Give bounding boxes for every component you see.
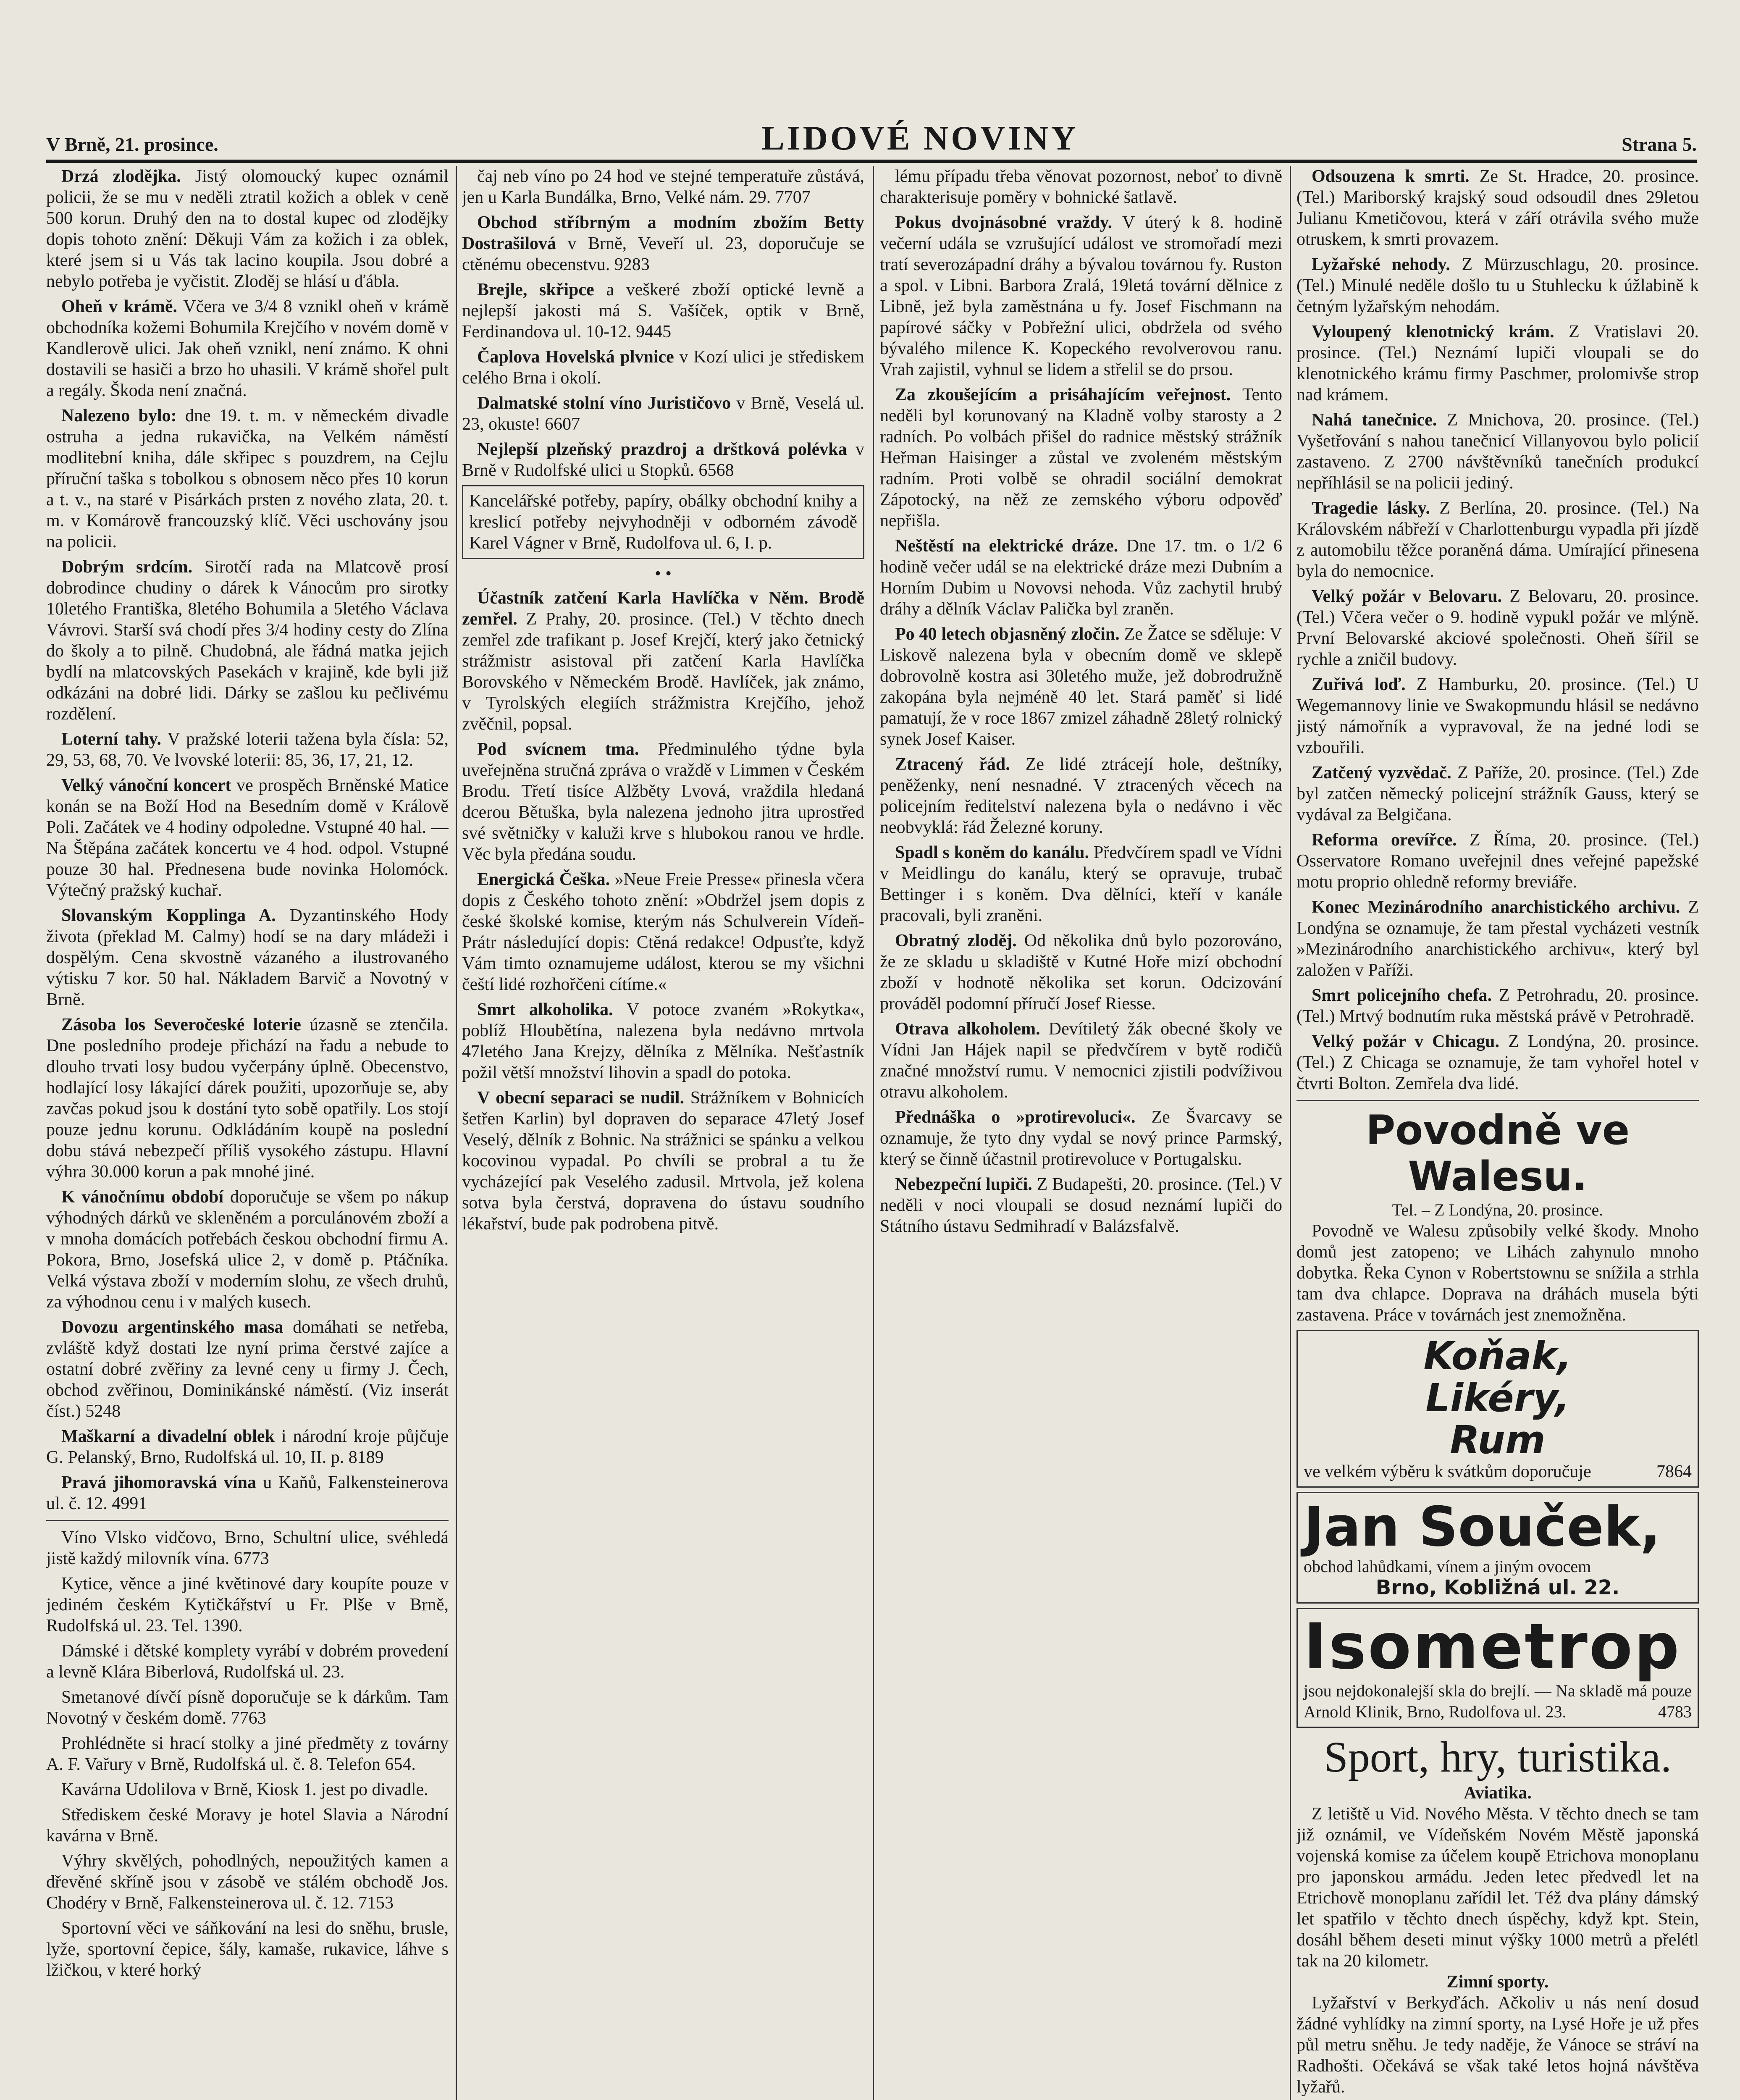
article-text: úzasně se ztenčila. Dne posledního prodeje přichází na řadu a nebude to dlouho trvati losy budou vyčerpány úplně. Obecenstvo, hodlající losy lákající dárek použiti, upozorňuje se, aby zavčas pokud jsou k dostání tyto sobě opatřily. Los stojí pouze jednu korunu. Odkládáním koupě na poslední dobu stává nebezpečí příliš vysokého zástupu. Hlavní výhra 30.000 korun a pak mnohé jiné.: [46, 1015, 449, 1181]
konak-ad-line1: Koňak,: [1423, 1334, 1572, 1378]
article: [46, 1014, 449, 1182]
page-number: Strana 5.: [1622, 134, 1697, 155]
article-text: lému případu třeba věnovat pozornost, neboť to divně charakterisuje poměry v bohnické šatlavě.: [880, 167, 1282, 207]
article-headline: Velký požár v Chicagu.: [1312, 1032, 1500, 1051]
article-headline: K vánočnímu období: [61, 1187, 224, 1207]
article-paragraph: [880, 930, 1282, 1014]
article-text: V úterý k 8. hodině večerní udála se vzrušující událost ve stromořadí mezi tratí severozápadní dráhy a bývalou továrnou fy. Ruston a spol. v Libni. Barbora Zralá, 19letá tovární dělnice z Libně, jež byla zaměstnána u fy. Josef Fischmann na papírové sáčky v Pobřežní ulici, obdržela od svého bývalého milence K. Kopeckého revolverovou ranu. Vrah zajistil, vyhnul se lidem a střelil se do prsou.: [880, 213, 1282, 379]
article-text: Z Hamburku, 20. prosince. (Tel.) U Wegemannovy linie ve Swakopmundu hlásil se nedávno jistý námořník a vypravoval, že na jedné lodi se vzbouřili.: [1296, 675, 1699, 757]
column-rule: [1290, 166, 1291, 2100]
small-ad: [46, 1527, 449, 1569]
article: [462, 1087, 864, 1234]
article-headline: Po 40 letech objasněný zločin.: [895, 625, 1120, 644]
masthead-title: LIDOVÉ NOVINY: [761, 119, 1079, 157]
article-headline: Pravá jihomoravská vína: [61, 1473, 257, 1492]
small-ad: [46, 1851, 449, 1914]
separator: • •: [655, 564, 672, 583]
article-text: Z Petrohradu, 20. prosince. (Tel.) Mrtvý bodnutím ruka městská právě v Petrohradě.: [1296, 986, 1699, 1026]
article-povodne: [1296, 1107, 1699, 1326]
article-text: Devítiletý žák obecné školy ve Vídni Jan Hájek napil se předvčírem v bytě rodičů značné množství rumu. V nemocnici zjistili podvíživou otravu alkoholem.: [880, 1019, 1282, 1102]
article-headline: Energická Češka.: [477, 870, 610, 889]
article: [462, 869, 864, 995]
page-header: [46, 113, 1697, 163]
column-1: [46, 166, 449, 2100]
article-headline: Zásoba los Severočeské loterie: [61, 1015, 301, 1034]
article: [880, 624, 1282, 750]
article: [1296, 674, 1699, 758]
article-paragraph: [462, 588, 864, 735]
soucek-ad-name: Jan Souček,: [1304, 1495, 1661, 1559]
article: [462, 346, 864, 388]
article-paragraph: [46, 556, 449, 724]
article-paragraph: [1296, 166, 1699, 250]
article-headline: Lyžařské nehody.: [1312, 255, 1450, 274]
article-text: Předvčírem spadl ve Vídni v Meidlingu do kanálu, který se opravuje, trubač Bettinger i s koněm. Dva dělníci, kteří v kanále pracovali, byli zraněni.: [880, 843, 1282, 925]
article: [880, 1018, 1282, 1102]
article-text: Ze Švarcavy se oznamuje, že tyto dny vydal se nový prince Parmský, který se činně účastnil protirevoluce v Portugalsku.: [880, 1108, 1282, 1169]
konak-ad-line3: Rum: [1450, 1418, 1546, 1462]
article-text: dne 19. t. m. v německém divadle ostruha a jedna rukavička, na Velkém náměstí modlitební kniha, dále skřipec s pouzdrem, na Cejlu příruční taška s tobolkou s obnosem něco přes 10 korun a t. v., na staré v Pisárkách prsten z nového zlata, 20. t. m. v Komárově francouzský klíč. Věci uschovány jsou na policii.: [46, 406, 449, 551]
article-dateline: Tel. – Z Londýna, 20. prosince.: [1392, 1200, 1604, 1219]
article: [880, 212, 1282, 380]
article-paragraph: [1296, 586, 1699, 670]
article-paragraph: [462, 999, 864, 1083]
article-paragraph: [462, 166, 864, 208]
article: [880, 166, 1282, 208]
article-text: Z Vratislavi 20. prosince. (Tel.) Neznámí lupiči vloupali se do klenotnického krámu firmy Paschmer, prolomivše strop nad krámem.: [1296, 322, 1699, 404]
sport-text-2: Lyžařství v Berkyďách. Ačkoliv u nás není dosud žádné vyhlídky na zimní sporty, na Lysé Hoře je už přes půl metru sněhu. Je tedy naděje, že Vánoce se stráví na Radhošti. Očekává se však také letos hojná návštěva lyžařů.: [1296, 1993, 1699, 2097]
article-headline: Dobrým srdcím.: [61, 557, 193, 577]
article: [1296, 1031, 1699, 1094]
article-paragraph: [1296, 410, 1699, 494]
article-paragraph: [880, 1107, 1282, 1170]
article-text: doporučuje se všem po nákup výhodných dárků ve skleněném a porculánovém zboží a v mnoha domácích potřebách českou obchodní firmu A. Pokora, Brno, Josefská ulice 2, v domě p. Ptáčníka. Velká výstava zboží v moderním slohu, ze všech druhů, za výhodnou cenu i v malých kusech.: [46, 1187, 449, 1312]
article-text: Z Mnichova, 20. prosince. (Tel.) Vyšetřování s nahou tanečnicí Villanyovou bylo policií zastaveno. Z 2700 návštěvníků tanečních produkcí nepříhlásil se na policii jediný.: [1296, 410, 1699, 493]
small-ad: [46, 1573, 449, 1636]
small-ad-text: Smetanové dívčí písně doporučuje se k dárkům. Tam Novotný v českém domě. 7763: [46, 1688, 449, 1728]
article-paragraph: [1296, 1031, 1699, 1094]
article-paragraph: [46, 405, 449, 552]
small-ad: [46, 1918, 449, 1981]
article-paragraph: [46, 166, 449, 292]
article-text: ve prospěch Brněnské Matice konán se na Boží Hod na Besedním domě v Králově Poli. Začátek ve 4 hodiny odpoledne. Vstupné 40 hal. — Na Štěpána začátek koncertu ve 4 hod. odpol. Vstupné pouze 30 hal. Přednesena bude novinka Holomóck. Výtečný pražský kuchař.: [46, 776, 449, 900]
article-text: čaj neb víno po 24 hod ve stejné temperatuře zůstává, jen u Karla Bundálka, Brno, Velké nám. 29. 7707: [462, 167, 864, 207]
article-paragraph: [462, 869, 864, 995]
article: [462, 212, 864, 275]
article-headline: Reforma orevířce.: [1312, 830, 1457, 850]
article-headline: Pokus dvojnásobné vraždy.: [895, 213, 1113, 232]
konak-ad: [1296, 1330, 1699, 1488]
article-text: Z Říma, 20. prosince. (Tel.) Osservatore Romano uveřejnil dnes veřejné papežské motu proprio ohledně reformy breviáře.: [1296, 830, 1699, 892]
divider: [46, 1520, 449, 1521]
article-paragraph: [880, 166, 1282, 208]
article-text: v Brně v Rudolfské ulici u Stopků. 6568: [462, 440, 864, 480]
article-text: v Kozí ulici je střediskem celého Brna i okolí.: [462, 347, 864, 388]
article-text: Z Londýna se oznamuje, že tam přestal vycházeti vestník »Mezinárodního anarchistického archivu«, který byl založen v Paříži.: [1296, 898, 1699, 980]
article-headline: Nebezpeční lupiči.: [895, 1175, 1032, 1194]
article: [1296, 762, 1699, 825]
article-headline: Otrava alkoholem.: [895, 1019, 1040, 1039]
article-headline: Dalmatské stolní víno Jurističovo: [477, 394, 731, 413]
article-text: Povodně ve Walesu způsobily velké škody. Mnoho domů jest zatopeno; ve Lihách zahynulo mnoho dobytka. Řeka Cynon v Robertstownu se snížila a strhla tam dva chlapce. Doprava na dráhách musela býti zastavena. Práce v továrnách jest znemožněna.: [1296, 1221, 1699, 1325]
article-paragraph: [46, 1186, 449, 1312]
article-text: Z Belovaru, 20. prosince. (Tel.) Včera večer o 9. hodině vypukl požár ve mlýně. První Belovarské akciové společnosti. Oheň šířil se rychle a zničil budovy.: [1296, 587, 1699, 669]
article-text: v Brně, Veselá ul. 23, okuste! 6607: [462, 394, 864, 434]
article-paragraph: [462, 1087, 864, 1234]
article-paragraph: [880, 1018, 1282, 1102]
article-headline: Tragedie lásky.: [1312, 499, 1430, 518]
issue-date: V Brně, 21. prosince.: [46, 134, 218, 155]
article-paragraph: [880, 754, 1282, 838]
article: [1296, 166, 1699, 250]
article-paragraph: [880, 1174, 1282, 1237]
article-text: V potoce zvaném »Rokytka«, poblíž Hloubětína, nalezena byla nedávno mrtvola 47letého Jana Krejzy, dělníka z Mělníka. Nešťastník požil větší množství lihovin a spadl do potoka.: [462, 1000, 864, 1082]
article-text: Od několika dnů bylo pozorováno, že ze skladu u skladiště v Kutné Hoře mizí obchodní zboží v hodnotě několika set korun. Odcizování prováděl podomní příručí Josef Riesse.: [880, 931, 1282, 1013]
article-text: Ze St. Hradce, 20. prosince. (Tel.) Mariborský krajský soud odsoudil dnes 29letou Julianu Kmetičovou, která v září otrávila svého muže otruskem, k smrti provazem.: [1296, 167, 1699, 249]
article-headline: Nahá tanečnice.: [1312, 410, 1437, 430]
article-headline: Loterní tahy.: [61, 730, 161, 749]
article-text: Tento neděli byl korunovaný na Kladně volby starosty a 2 radních. Po volbách přišel do radnice městský strážník Heřman Haisinger a zůstal ve zvoleném městským radním. Proti volbě se ohradil sociální demokrat Zápotocký, na něž ze zemského výboru odpověď nepřišla.: [880, 385, 1282, 530]
small-ad-text: Sportovní věci ve sáňkování na lesi do sněhu, brusle, lyže, sportovní čepice, šály, kamaše, rukavice, láhve s lžičkou, v které horký: [46, 1919, 449, 1980]
article: [46, 296, 449, 401]
article: [462, 739, 864, 865]
article-text: v Brně, Veveří ul. 23, doporučuje se ctěnému obecenstvu. 9283: [462, 234, 864, 274]
article-text: domáhati se netřeba, zvláště když dostati lze nyní prima čerstvé zajíce a ostatní dobré zvěřiny za levné ceny u firmy J. Čech, obchod zvěřinou, Dominikánské náměstí. (Viz inserát číst.) 5248: [46, 1318, 449, 1421]
article-headline: V obecní separaci se nudil.: [477, 1088, 685, 1108]
article-headline: Spadl s koněm do kanálu.: [895, 843, 1089, 862]
sport-section-zimni: Zimní sporty.: [1446, 1972, 1549, 1992]
small-ad: [46, 1641, 449, 1683]
isometrop-ad-side-text: jsou nejdokonalejší skla do brejlí. — Na skladě má pouze Arnold Klinik, Brno, Rudolfova ul. 23.: [1304, 1681, 1692, 1721]
article-text: Předminulého týdne byla uveřejněna stručná zpráva o vraždě v Limmen v Českém Brodu. Třetí tisíce Alžběty Lvová, vraždila hledaná dcerou Bětuška, byla nalezena jednoho jitra uprostřed své světničky v kaluži krve s hlubokou ranou ve hrdle. Věc byla předána soudu.: [462, 740, 864, 864]
column-4: [1296, 166, 1699, 2100]
article-paragraph: [462, 212, 864, 275]
article: [462, 279, 864, 342]
article: [880, 842, 1282, 926]
small-ad: [46, 1733, 449, 1775]
small-ad: [46, 1804, 449, 1846]
isometrop-ad: [1296, 1608, 1699, 1728]
article-text: i národní kroje půjčuje G. Pelanský, Brno, Rudolfská ul. 10, II. p. 8189: [46, 1427, 449, 1467]
stationery-ad-text: Kancelářské potřeby, papíry, obálky obchodní knihy a kreslicí potřeby nejvyhodněji v odborném závodě Karel Vágner v Brně, Rudolfova ul. 6, I. p.: [469, 491, 857, 553]
article: [1296, 498, 1699, 582]
isometrop-ad-number: 4783: [1658, 1702, 1692, 1721]
article-paragraph: [462, 279, 864, 342]
article-headline: Nejlepší plzeňský prazdroj a drštková polévka: [477, 440, 847, 459]
article-text: Z Paříže, 20. prosince. (Tel.) Zde byl zatčen německý policejní strážník Gauss, který se vydával za Belgičana.: [1296, 763, 1699, 824]
article: [880, 384, 1282, 531]
konak-ad-desc-text: ve velkém výběru k svátkům doporučuje: [1304, 1462, 1591, 1481]
article-headline: Nalezeno bylo:: [61, 406, 177, 425]
article: [1296, 897, 1699, 981]
column-rule: [873, 166, 874, 2100]
small-ad: [46, 1779, 449, 1800]
article: [1296, 586, 1699, 670]
isometrop-ad-name: Isometrop: [1304, 1610, 1681, 1683]
article: [1296, 410, 1699, 494]
article-paragraph: [1296, 985, 1699, 1027]
article-headline: Obratný zloděj.: [895, 931, 1017, 950]
isometrop-ad-side: [1304, 1680, 1692, 1722]
article: [880, 1107, 1282, 1170]
konak-ad-number: 7864: [1656, 1462, 1692, 1481]
article: [1296, 321, 1699, 405]
article: [46, 556, 449, 724]
article-headline: Drzá zlodějka.: [61, 167, 181, 186]
article-headline: Odsouzena k smrti.: [1312, 167, 1470, 186]
article: [46, 166, 449, 292]
article-headline: Dovozu argentinského masa: [61, 1318, 283, 1337]
article-text: Z Prahy, 20. prosince. (Tel.) V těchto dnech zemřel zde trafikant p. Josef Krejčí, který jako četnický strážmistr asistoval při zatčení Karla Havlíčka Borovského v Německém Brodě. Havlíček, jak známo, v Tyrolských elegiích strážmistra Krejčího, jehož zvěčnil, popsal.: [462, 609, 864, 734]
article-paragraph: [46, 1014, 449, 1182]
article-text: Jistý olomoucký kupec oznámil policii, že se mu v neděli ztratil kožich a oblek v ceně 500 korun. Druhý den na to dostal kupec od zlodějky dopis tohoto znění: Děkuji Vám za kožich i za oblek, které jsem si u Vás tak lacino koupila. Jsou dobré a nebylo potřeba je vyčistit. Zloděj se hlásí u ďábla.: [46, 167, 449, 291]
konak-ad-desc: [1304, 1461, 1692, 1482]
article: [462, 439, 864, 481]
article: [462, 393, 864, 435]
article-text: a veškeré zboží optické levně a nejlepší jakosti má S. Vašíček, optik v Brně, Ferdinandova ul. 10-12. 9445: [462, 280, 864, 341]
column-3: [880, 166, 1282, 2100]
article-paragraph: [880, 212, 1282, 380]
article-paragraph: [880, 842, 1282, 926]
small-ad: [46, 1687, 449, 1729]
article-headline: Neštěstí na elektrické dráze.: [895, 536, 1118, 556]
small-ad-text: Víno Vlsko vidčovo, Brno, Schultní ulice, svéhledá jistě každý milovník vína. 6773: [46, 1528, 449, 1568]
small-ad-text: Kavárna Udolilova v Brně, Kiosk 1. jest po divadle.: [61, 1780, 428, 1799]
sport-section: [1296, 1732, 1699, 2097]
article-headline: Zatčený vyzvědač.: [1312, 763, 1451, 782]
article-text: Sirotčí rada na Mlatcově prosí dobrodince chudiny o dárek k Vánocům pro sirotky 10letého Františka, 8letého Bohumila a 5letého Václava Vávrovi. Starší svá chodí přes 3/4 hodiny cesty do Zlína do školy a to pilně. Chudobná, ale řádná matka jejich bydlí na mlatcovských Pasekách v krajině, kde byli již odkázáni na dobré lidi. Dárky se zašlou ku pečlivému rozdělení.: [46, 557, 449, 724]
article-headline: Čaplova Hovelská plvnice: [477, 347, 674, 367]
article-headline: Pod svícnem tma.: [477, 740, 639, 759]
article-headline: Brejle, skřipce: [477, 280, 594, 299]
article: [46, 405, 449, 552]
article: [880, 930, 1282, 1014]
small-ad-text: Výhry skvělých, pohodlných, nepoužitých kamen a dřevěné skříně jsou v zásobě ve stálém obchodě Jos. Chodéry v Brně, Falkensteinerova ul. č. 12. 7153: [46, 1851, 449, 1913]
article: [46, 775, 449, 901]
article-paragraph: [46, 1472, 449, 1514]
article-headline: Konec Mezinárodního anarchistického archivu.: [1312, 898, 1680, 917]
article-headline: Oheň v krámě.: [61, 297, 178, 316]
article-paragraph: [880, 384, 1282, 531]
article-paragraph: [1296, 762, 1699, 825]
article: [462, 588, 864, 735]
article-paragraph: [1296, 498, 1699, 582]
article: [1296, 830, 1699, 892]
divider: [1296, 1100, 1699, 1101]
article-paragraph: [46, 1317, 449, 1422]
article-paragraph: [46, 296, 449, 401]
article-paragraph: [46, 905, 449, 1010]
article-paragraph: [462, 393, 864, 435]
article-text: Ze lidé ztrácejí hole, deštníky, peněženky, není nesnadné. V ztracených věcech na policejním ředitelství nalezena byla o nedávno i věc neobvyklá: řád Železné koruny.: [880, 755, 1282, 837]
small-ad-text: Dámské i dětské komplety vyrábí v dobrém provedení a levně Klára Biberlová, Rudolfská ul. 23.: [46, 1641, 449, 1682]
article: [462, 166, 864, 208]
column-2: [462, 166, 864, 2100]
article-headline: Přednáška o »protirevoluci«.: [895, 1108, 1136, 1127]
article-headline: Velký požár v Belovaru.: [1312, 587, 1502, 606]
article-headline: Maškarní a divadelní oblek: [61, 1427, 275, 1446]
small-ad-text: Střediskem české Moravy je hotel Slavia a Národní kavárna v Brně.: [46, 1805, 449, 1845]
article: [880, 754, 1282, 838]
column-rule: [456, 166, 457, 2100]
article: [46, 905, 449, 1010]
article-text: »Neue Freie Presse« přinesla včera dopis z Českého tohoto znění: »Obdržel jsem dopis z české školské komise, kterým nás Schulverein Vídeň-Prátr následující dopis: Ctěná redakce! Odpusťte, když Vám timto oznamujeme událost, kterou se my všichni čeští lidé rozhořčeni cítíme.«: [462, 870, 864, 994]
small-ad-text: Prohlédněte si hrací stolky a jiné předměty z továrny A. F. Vařury v Brně, Rudolfská ul. č. 8. Telefon 654.: [46, 1734, 449, 1774]
soucek-ad-address: Brno, Kobližná ul. 22.: [1375, 1576, 1620, 1599]
article-paragraph: [46, 729, 449, 771]
article: [46, 729, 449, 771]
article-paragraph: [1296, 321, 1699, 405]
article-headline: Slovanským Kopplinga A.: [61, 906, 276, 925]
article-paragraph: [462, 439, 864, 481]
article-headline: Vyloupený klenotnický krám.: [1312, 322, 1554, 341]
article-text: Z Mürzuschlagu, 20. prosince. (Tel.) Minulé neděle došlo tu u Stuhlecku k úžlabině k četným lyžařským nehodám.: [1296, 255, 1699, 316]
soucek-ad: [1296, 1492, 1699, 1604]
article-headline: Velký vánoční koncert: [61, 776, 231, 795]
article: [880, 536, 1282, 620]
article-paragraph: [462, 346, 864, 388]
small-ad-text: Kytice, věnce a jiné květinové dary koupíte pouze v jediném českém Kytičkářství u Fr. Plše v Brně, Rudolfská ul. 23. Tel. 1390.: [46, 1574, 449, 1635]
article-title: Povodně ve Walesu.: [1365, 1107, 1630, 1200]
article-text: Dne 17. tm. o 1/2 6 hodině večer udál se na elektrické dráze mezi Dubním a Horním Dubim u Novovsi nehoda. Vůz zachytil hrubý dráhy a dělník Václav Palička byl zraněn.: [880, 536, 1282, 619]
article-text: Z Budapešti, 20. prosince. (Tel.) V neděli v noci vloupali se dosud neznámí lupiči do Státního ústavu Sedmihradí v Balázsfalvě.: [880, 1175, 1282, 1236]
article-paragraph: [1296, 897, 1699, 981]
article: [1296, 985, 1699, 1027]
sport-title: Sport, hry, turistika.: [1323, 1733, 1672, 1781]
article-headline: Ztracený řád.: [895, 755, 1010, 774]
sport-section-aviatika: Aviatika.: [1464, 1783, 1532, 1803]
article-text: Dyzantinského Hody života (překlad M. Calmy) hodí se na dary mládeži i dospělým. Cena skvostně vázaného a ilustrovaného výtisku 7 kor. 50 hal. Nákladem Barvič a Novotný v Brně.: [46, 906, 449, 1009]
article-headline: Za zkoušejícím a prisáhajícím veřejnost.: [895, 385, 1231, 404]
sport-text-1: Z letiště u Vid. Nového Města. V těchto dnech se tam již oznámil, ve Vídeňském Novém Městě japonská vojenská komise za účelem koupě Etrichova monoplanu pro japonskou armádu. Jeden letec předvedl let na Etrichově monoplanu zařídil let. Též dva plány dámský let spatřilo v těchto dnech úspěchy, když kpt. Stein, dosáhl během deseti minut výšky 1000 metrů a přelétl tak na 20 kilometr.: [1296, 1804, 1699, 1971]
article-paragraph: [1296, 674, 1699, 758]
article-headline: Zuřivá loď.: [1312, 675, 1406, 694]
article-paragraph: [880, 624, 1282, 750]
article: [46, 1317, 449, 1422]
article-paragraph: [1296, 830, 1699, 892]
article-paragraph: [46, 1426, 449, 1468]
konak-ad-line2: Likéry,: [1425, 1376, 1570, 1420]
article: [46, 1426, 449, 1468]
article: [46, 1472, 449, 1514]
article-text: V pražské loterii tažena byla čísla: 52, 29, 53, 68, 70. Ve lvovské loterii: 85, 36, 17, 21, 12.: [46, 730, 449, 770]
article-paragraph: [1296, 254, 1699, 317]
article-headline: Smrt policejního chefa.: [1312, 986, 1492, 1005]
article-text: Z Londýna, 20. prosince. (Tel.) Z Chicaga se oznamuje, že tam vyhořel hotel v čtvrti Bolton. Zemřela dva lidé.: [1296, 1032, 1699, 1093]
article-text: Z Berlína, 20. prosince. (Tel.) Na Královském nábřeží v Charlottenburgu vypadla při jízdě z automobilu těžce poraněná dáma. Umírající přinesena byla do nemocnice.: [1296, 499, 1699, 581]
soucek-ad-side: obchod lahůdkami, vínem a jiným ovocem: [1304, 1557, 1591, 1576]
article-paragraph: [46, 775, 449, 901]
article: [462, 999, 864, 1083]
stationery-ad-box: [462, 485, 864, 559]
article-paragraph: [880, 536, 1282, 620]
article-headline: Obchod stříbrným a modním zbožím Betty Dostrašilová: [462, 213, 864, 253]
article: [880, 1174, 1282, 1237]
article-text: Ze Žatce se sděluje: V Liskově nalezena byla v obecním domě ve sklepě dobrovolně kostra asi 30letého muže, jež dobrodružně zakopána byla nejméně 40 let. Stará paměť si lidé pamatují, že v roce 1867 zmizel záhadně 28letý rolnický synek Josef Kaiser.: [880, 625, 1282, 749]
article-headline: Účastník zatčení Karla Havlíčka v Něm. Brodě zemřel.: [462, 588, 864, 629]
article: [46, 1186, 449, 1312]
article: [1296, 254, 1699, 317]
article-headline: Smrt alkoholika.: [477, 1000, 613, 1019]
article-text: Včera ve 3/4 8 vznikl oheň v krámě obchodníka kožemi Bohumila Krejčího v novém domě v Kandlerově ulici. Jak oheň vznikl, není známo. K ohni dostavili se hasiči a brzo ho uhasili. V krámě shořel pult a regály. Škoda není značná.: [46, 297, 449, 400]
article-paragraph: [462, 739, 864, 865]
article-text: u Kaňů, Falkensteinerova ul. č. 12. 4991: [46, 1473, 449, 1513]
article-text: Strážníkem v Bohnicích šetřen Karlin) byl dopraven do separace 47letý Josef Veselý, dělník z Bohnic. Na strážnici se spánku a velkou kocovinou vypadal. Po chvíli se probral a tu že vycházející pak Veselého zadusil. Mrtvola, jež kolena sotva byla čerstvá, dopravena do ústavu soudního lékařství, bude pak podrobena pitvě.: [462, 1088, 864, 1234]
